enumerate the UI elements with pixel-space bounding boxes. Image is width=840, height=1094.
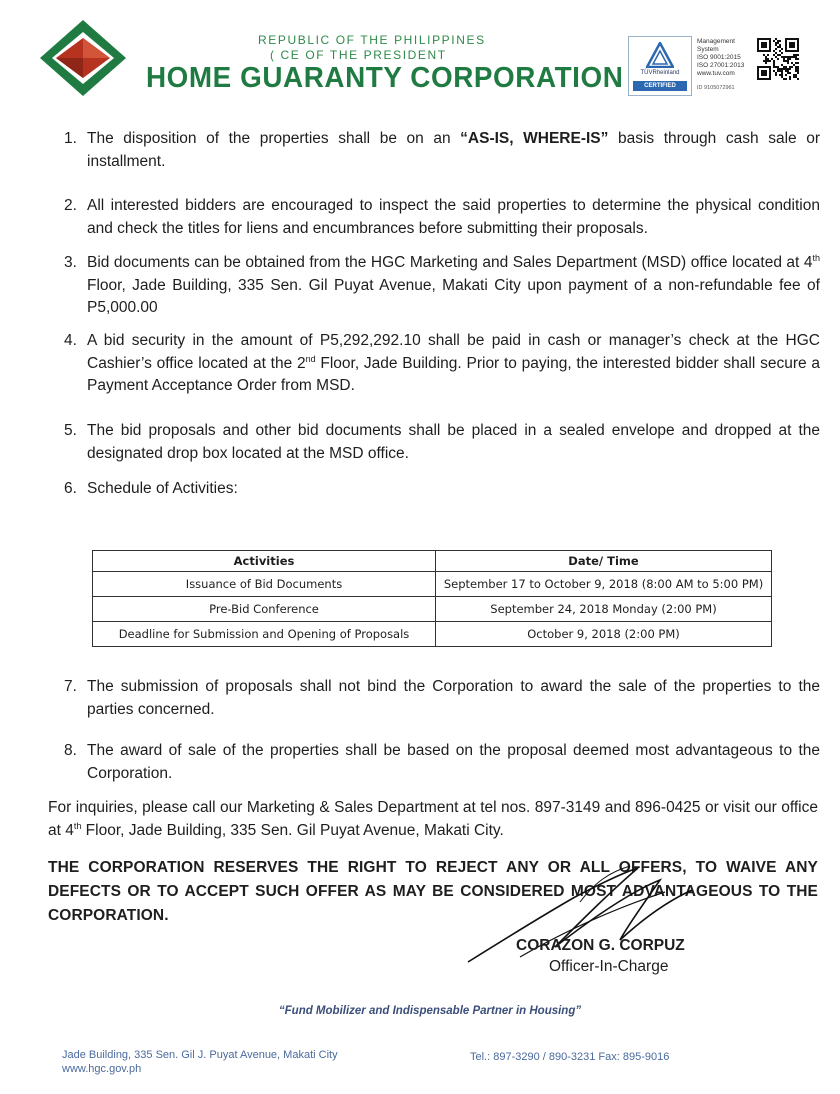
tagline: “Fund Mobilizer and Indispensable Partner in Housing”: [278, 1005, 582, 1017]
list-text: [64, 420, 820, 465]
list-text-run: The submission of proposals shall not bind the Corporation to award the sale of the properties to the parties concerned.: [87, 678, 820, 718]
header-corporation-name: HOME GUARANTY CORPORATION: [146, 62, 624, 94]
list-item: [64, 195, 820, 240]
tuv-triangle-icon: [646, 42, 674, 68]
table-row: [93, 597, 772, 622]
iso-line: Management: [697, 38, 735, 45]
list-number: 4.: [64, 332, 77, 349]
date-cell: October 9, 2018 (2:00 PM): [436, 622, 772, 647]
table-row: [93, 622, 772, 647]
list-number: 5.: [64, 422, 77, 439]
list-item: [64, 420, 820, 465]
list-text: [64, 330, 820, 398]
footer-contact: Tel.: 897-3290 / 890-3231 Fax: 895-9016: [470, 1051, 670, 1063]
list-item: [64, 252, 820, 320]
activity-cell: Issuance of Bid Documents: [93, 572, 436, 597]
reservation-notice: THE CORPORATION RESERVES THE RIGHT TO REJECT ANY OR ALL OFFERS, TO WAIVE ANY DEFECTS OR TO ACCEPT SUCH OFFER AS MAY BE CONSIDERED MOST ADVANTAGEOUS TO THE CORPORATION.: [48, 859, 818, 924]
date-cell: September 17 to October 9, 2018 (8:00 AM to 5:00 PM): [436, 572, 772, 597]
inquiries-text-run: Floor, Jade Building, 335 Sen. Gil Puyat Avenue, Makati City.: [81, 821, 504, 839]
signatory-title: Officer-In-Charge: [549, 958, 669, 975]
header-republic: REPUBLIC OF THE PHILIPPINES: [258, 33, 486, 47]
inquiries-text-run: th: [73, 820, 82, 831]
iso-id: ID 9105072961: [697, 85, 735, 91]
inquiries-paragraph: [48, 797, 818, 842]
list-number: 1.: [64, 130, 77, 147]
list-text-run: basis through cash sale or installment.: [87, 130, 820, 170]
list-text-run: nd: [305, 353, 316, 364]
schedule-table: [92, 550, 772, 647]
list-text-run: “AS-IS, WHERE-IS”: [460, 130, 609, 147]
list-item: [64, 478, 820, 501]
list-text-run: Schedule of Activities:: [87, 480, 238, 497]
signatory-name: CORAZON G. CORPUZ: [516, 937, 685, 954]
header-office: ( CE OF THE PRESIDENT: [270, 48, 447, 62]
iso-certifications: [697, 38, 744, 78]
iso-line: ISO 9001:2015: [697, 54, 741, 61]
table-row: [93, 572, 772, 597]
iso-line: ISO 27001:2013: [697, 62, 745, 69]
list-number: 2.: [64, 197, 77, 214]
list-text: [64, 252, 820, 320]
inquiries-text-run: For inquiries, please call our Marketing & Sales Department at tel nos. 897-3149 and 896-0425 or visit our office at 4: [48, 799, 818, 839]
list-number: 3.: [64, 254, 77, 271]
handwritten-signature: [460, 862, 700, 972]
list-number: 7.: [64, 678, 77, 695]
list-item: [64, 330, 820, 398]
list-number: 6.: [64, 480, 77, 497]
list-text-run: A bid security in the amount of P5,292,292.10 shall be paid in cash or manager’s check at the HGC Cashier’s office located at the 2: [87, 332, 820, 372]
column-header-date-time: Date/ Time: [436, 551, 772, 572]
iso-line: System: [697, 46, 719, 53]
hgc-logo: [38, 18, 128, 98]
list-text-run: All interested bidders are encouraged to inspect the said properties to determine the physical condition and check the titles for liens and encumbrances before submitting their proposals.: [87, 197, 820, 237]
activity-cell: Pre-Bid Conference: [93, 597, 436, 622]
iso-line: www.tuv.com: [697, 70, 735, 77]
list-text: [64, 740, 820, 785]
list-text: [64, 195, 820, 240]
footer-website: www.hgc.gov.ph: [62, 1063, 142, 1075]
qr-code-icon: [757, 38, 799, 80]
list-item: [64, 676, 820, 721]
tuv-certification-badge: [628, 36, 692, 96]
tuv-certified-label: CERTIFIED: [633, 81, 687, 91]
footer-address: Jade Building, 335 Sen. Gil J. Puyat Avenue, Makati City: [62, 1049, 338, 1061]
list-text-run: The disposition of the properties shall be on an: [87, 130, 461, 147]
table-header-row: [93, 551, 772, 572]
list-text: [64, 128, 820, 173]
date-cell: September 24, 2018 Monday (2:00 PM): [436, 597, 772, 622]
list-text-run: Floor, Jade Building. Prior to paying, the interested bidder shall secure a Payment Acceptance Order from MSD.: [87, 354, 820, 394]
list-text: [64, 478, 820, 501]
column-header-activities: Activities: [93, 551, 436, 572]
activity-cell: Deadline for Submission and Opening of Proposals: [93, 622, 436, 647]
list-item: [64, 128, 820, 173]
tuv-name: TÜVRheinland: [640, 70, 680, 76]
list-text-run: The bid proposals and other bid documents shall be placed in a sealed envelope and dropped at the designated drop box located at the MSD office.: [87, 422, 820, 462]
list-text-run: th: [812, 252, 820, 263]
list-text-run: Floor, Jade Building, 335 Sen. Gil Puyat Avenue, Makati City upon payment of a non-refundable fee of P5,000.00: [87, 276, 820, 316]
list-text-run: Bid documents can be obtained from the HGC Marketing and Sales Department (MSD) office located at 4: [87, 254, 813, 271]
list-item: [64, 740, 820, 785]
list-number: 8.: [64, 742, 77, 759]
list-text: [64, 676, 820, 721]
list-text-run: The award of sale of the properties shall be based on the proposal deemed most advantageous to the Corporation.: [87, 742, 820, 782]
